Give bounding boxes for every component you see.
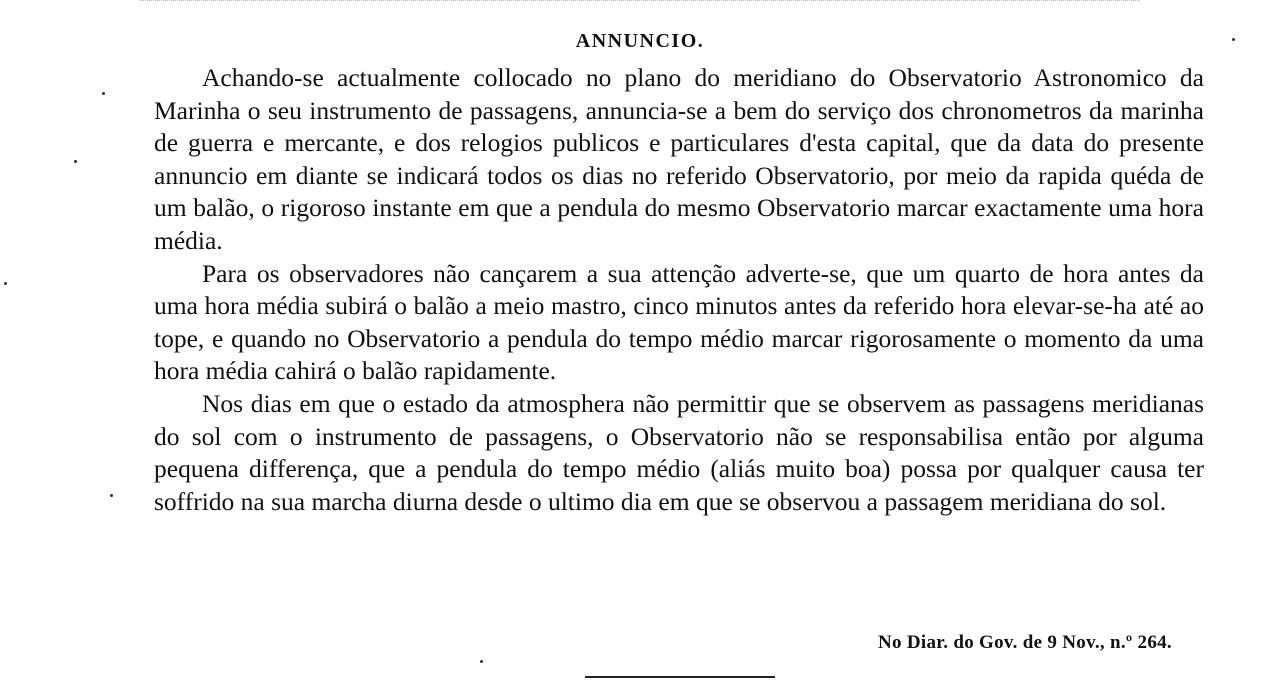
paragraph-1: Achando-se actualmente collocado no plano do meridiano do Observatorio Astronomico da Marinha o seu instrumento de passagens, annuncia-se a bem do serviço dos chronometros da marinha de guerra e mercante, e dos relogios publicos e particulares d'esta capital, que da data do presente annuncio em diante se indicará todos os dias no referido Observatorio, por meio da rapida quéda de um balão, o rigoroso instante em que a pendula do mesmo Observatorio marcar exactamente uma hora média. xyxy=(154,63,1204,255)
paragraph-2: Para os observadores não cançarem a sua attenção adverte-se, que um quarto de hora antes da uma hora média subirá o balão a meio mastro, cinco minutos antes da referido hora elevar-se-ha até ao tope, e quando no Observatorio a pendula do tempo médio marcar rigorosamente o momento da uma hora média cahirá o balão rapidamente. xyxy=(154,258,1204,386)
announcement-body xyxy=(154,62,1204,518)
scan-speck xyxy=(102,92,105,95)
top-edge-rule xyxy=(140,0,1140,3)
paragraph-3: Nos dias em que o estado da atmosphera não permittir que se observem as passagens meridianas do sol com o instrumento de passagens, o Observatorio não se responsabilisa então por alguma pequena differença, que a pendula do tempo médio (aliás muito boa) possa por qualquer causa ter soffrido na sua marcha diurna desde o ultimo dia em que se observou a passagem meridiana do sol. xyxy=(154,388,1204,516)
announcement-title: ANNUNCIO. xyxy=(575,30,705,52)
scan-speck xyxy=(480,660,483,663)
scan-speck xyxy=(4,282,7,285)
closing-rule xyxy=(585,676,775,678)
source-citation: No Diar. do Gov. de 9 Nov., n.º 264. xyxy=(877,632,1172,653)
scan-speck xyxy=(74,160,77,163)
scan-speck xyxy=(110,494,113,497)
scan-speck xyxy=(1232,38,1235,41)
